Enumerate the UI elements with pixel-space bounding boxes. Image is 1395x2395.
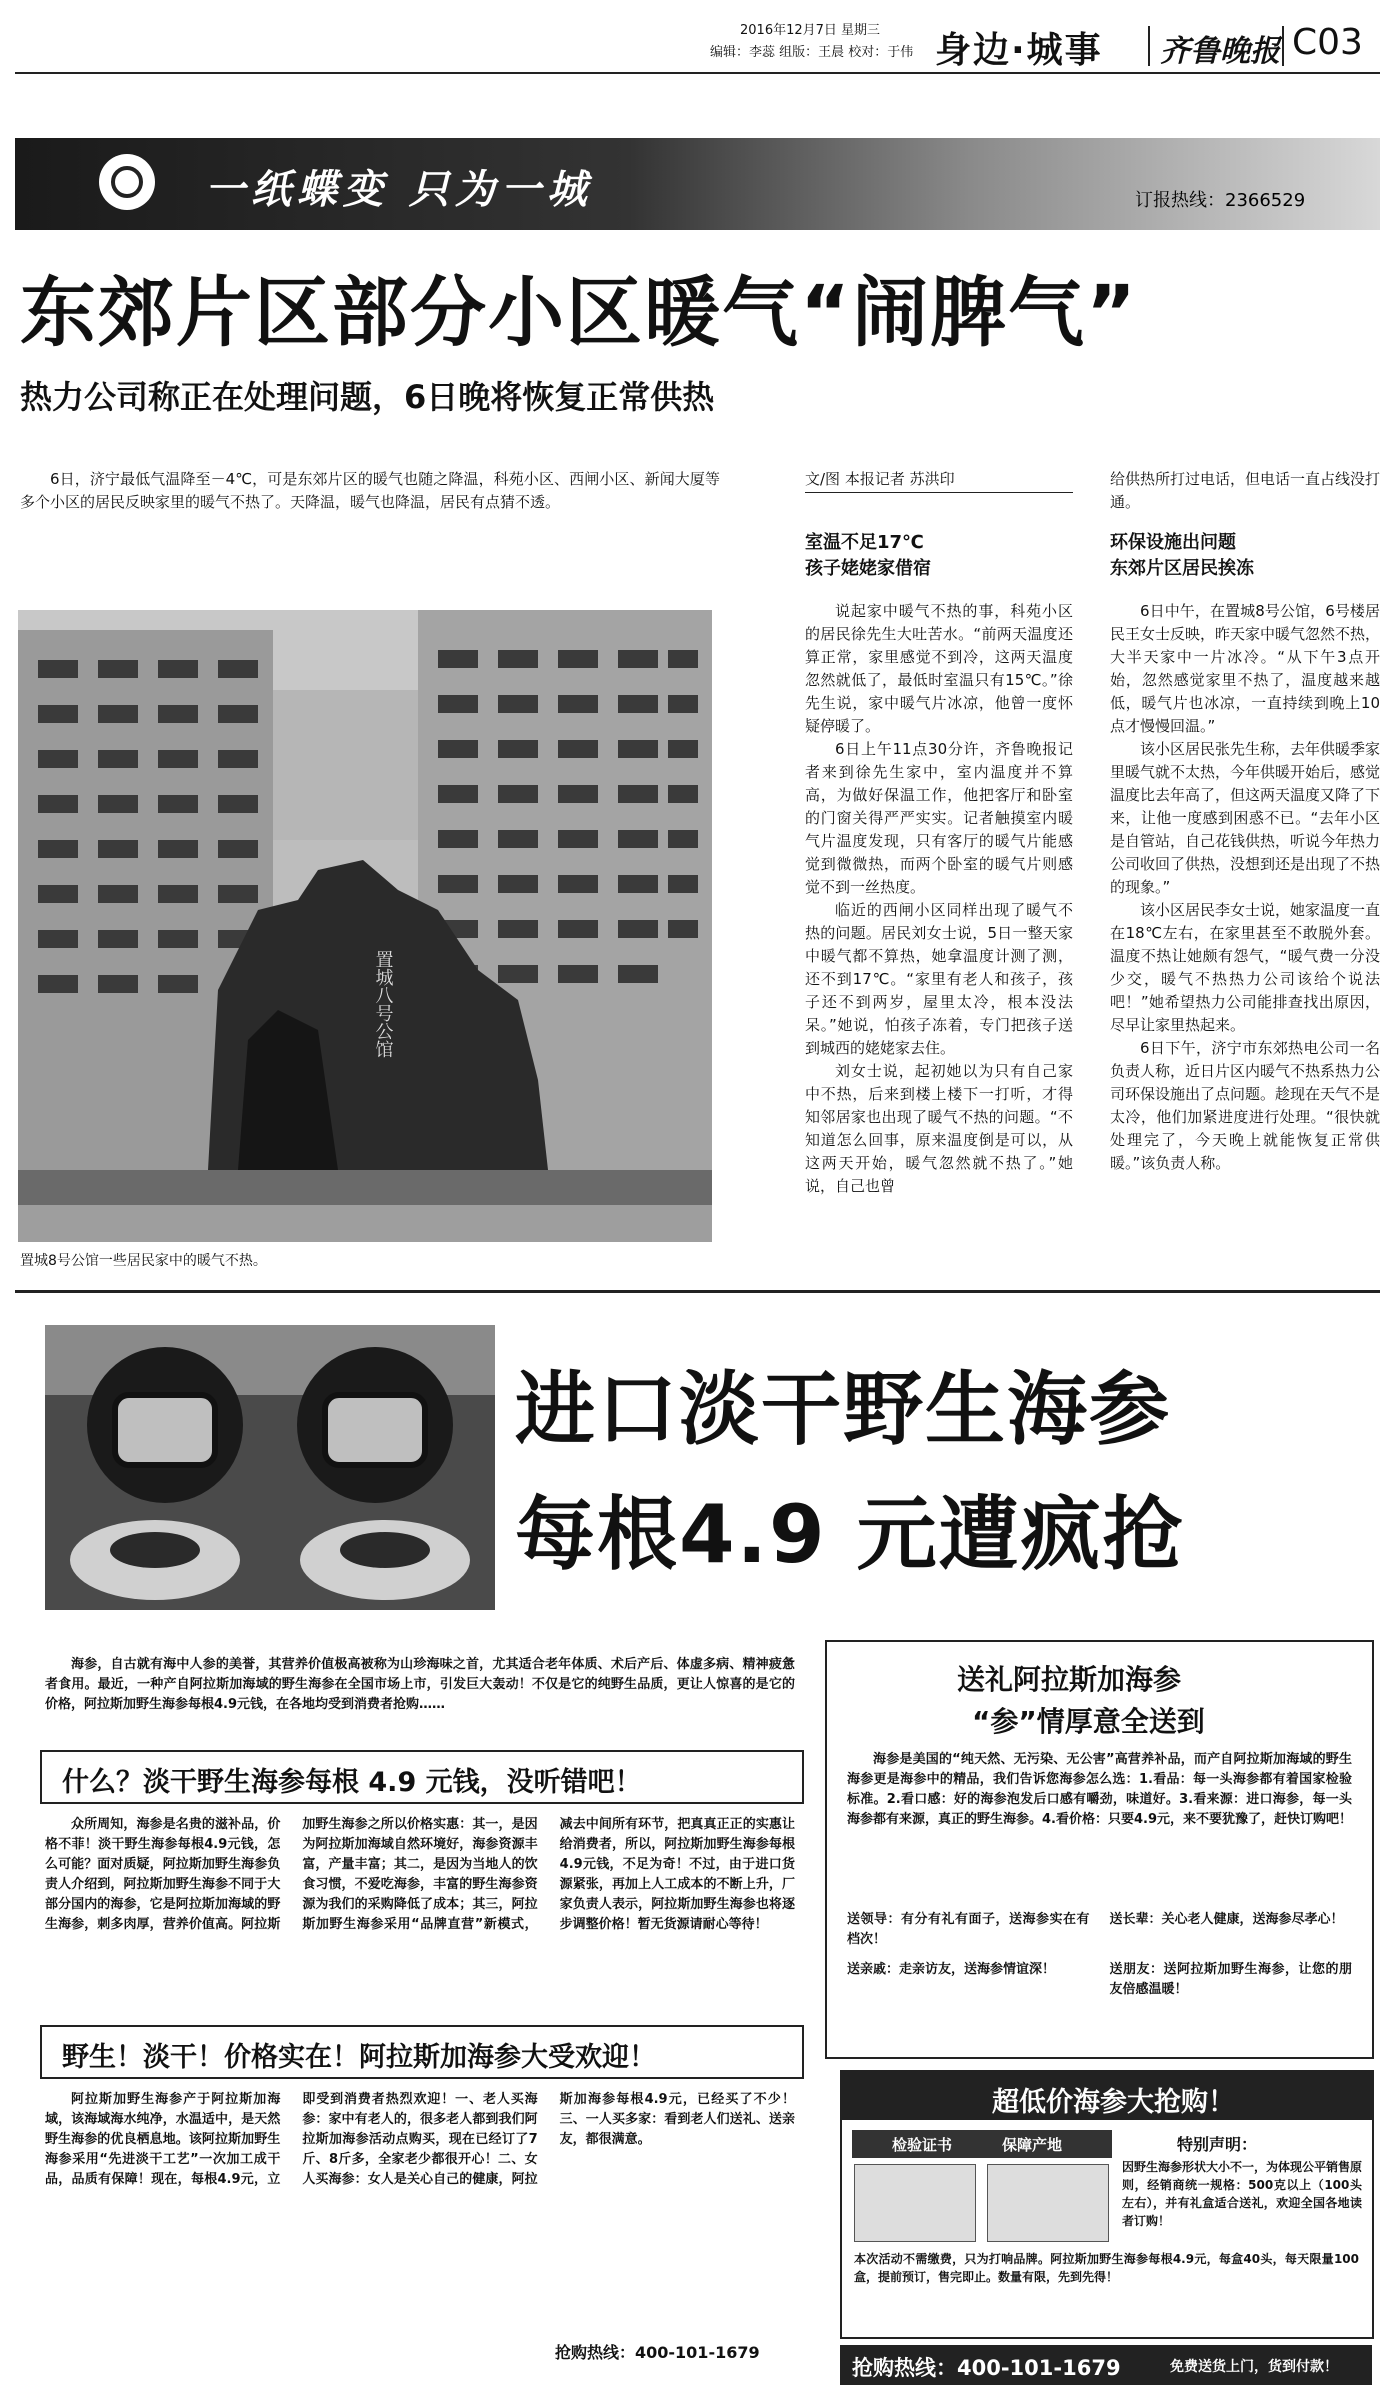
cert-image-1: [854, 2164, 976, 2242]
ad-promo-panel: [840, 2070, 1374, 2339]
ad-intro: 海参，自古就有海中人参的美誉，其营养价值极高被称为山珍海味之首，尤其适合老年体质、术后产后、体虚多病、精神疲惫者食用。最近，一种产自阿拉斯加海域的野生海参在全国市场上市，引发巨大轰动！不仅是它的纯野生品质，更让人惊喜的是它的价格，阿拉斯加野生海参每根4.9元钱，在各地均受到消费者抢购……: [45, 1657, 795, 1712]
byline: 文/图 本报记者 苏洪印: [805, 470, 955, 488]
photo-sign-text: 置城八号公馆: [372, 950, 394, 1058]
slogan-banner: [15, 138, 1380, 230]
ad-gift-panel: [825, 1640, 1374, 2059]
gift-title-1: 送礼阿拉斯加海参: [957, 1663, 1182, 1696]
byline-rule: [805, 492, 1073, 493]
ad-divers-photo: [45, 1325, 495, 1610]
gift-bullet-4: 送朋友：送阿拉斯加野生海参，让您的朋友倍感温暖！: [1109, 1962, 1352, 1997]
article-photo: [18, 610, 712, 1242]
section1-title-1: 室温不足17℃: [805, 532, 924, 553]
paper-logo: 齐鲁晚报: [1160, 34, 1280, 69]
date-line: 2016年12月7日 星期三: [740, 23, 881, 38]
hotline: 订报热线：2366529: [1135, 190, 1306, 211]
section2-title-1: 环保设施出问题: [1110, 532, 1236, 553]
article-column-1: [805, 600, 1073, 1198]
ad-popular-box: [40, 2025, 804, 2079]
gift-text: 海参是美国的“纯天然、无污染、无公害”高营养补品，而产自阿拉斯加海域的野生海参更是海参中的精品，我们告诉您海参怎么选：1.看品：每一头海参都有着国家检验标准。2.看口感：好的海参泡发后口感有嚼劲，味道好。3.看来源：进口海参，每一头海参都有来源，真正的野生海参。4.看价格：只要4.9元，来不要犹豫了，赶快订购吧！: [847, 1752, 1353, 1827]
page-number: C03: [1292, 22, 1363, 63]
gift-bullet-1: 送领导：有分有礼有面子，送海参实在有档次！: [847, 1912, 1090, 1947]
col2-paragraph-0: 给供热所打过电话，但电话一直占线没打通。: [1110, 470, 1381, 511]
article-column-2: [1110, 600, 1380, 1175]
banner-slogan: 一纸蝶变 只为一城: [205, 166, 593, 213]
col1-paragraph-2: 6日上午11点30分许，齐鲁晚报记者来到徐先生家中，室内温度并不算高，为做好保温工作，他把客厅和卧室的门窗关得严严实实。记者触摸室内暖气片温度发现，只有客厅的暖气片能感觉到微微热，而两个卧室的暖气片则感觉不到一丝热度。: [805, 740, 1073, 896]
bottom-hotline: 抢购热线：400-101-1679: [852, 2356, 1121, 2380]
promo-text: 本次活动不需缴费，只为打响品牌。阿拉斯加野生海参每根4.9元，每盒40头，每天限量100盒，提前预订，售完即止。数量有限，先到先得！: [854, 2252, 1359, 2284]
banner-logo-inner: [111, 166, 143, 198]
section2-title-2: 东郊片区居民挨冻: [1110, 558, 1254, 579]
masthead-divider: [1148, 26, 1150, 66]
col1-paragraph-1: 说起家中暖气不热的事，科苑小区的居民徐先生大吐苦水。“前两天温度还算正常，家里感觉不到冷，这两天温度忽然就低了，最低时室温只有15℃。”徐先生说，家中暖气片冰凉，他曾一度怀疑停暖了。: [805, 602, 1073, 735]
gift-bullet-3: 送亲戚：走亲访友，送海参情谊深！: [847, 1962, 1056, 1977]
editors-line: 编辑：李蕊 组版：王晨 校对：于伟: [710, 45, 914, 60]
bottom-hotline-bar: [840, 2345, 1372, 2385]
promo-bar: [842, 2072, 1372, 2120]
cert-image-2: [987, 2164, 1109, 2242]
col1-paragraph-3: 临近的西闸小区同样出现了暖气不热的问题。居民刘女士说，5日一整天家中暖气都不算热，她拿温度计测了测，还不到17℃。“家里有老人和孩子，孩子还不到两岁，屋里太冷，根本没法呆。”她说，怕孩子冻着，专门把孩子送到城西的姥姥家去住。: [805, 901, 1073, 1057]
col2-paragraph-4: 6日下午，济宁市东郊热电公司一名负责人称，近日片区内暖气不热系热力公司环保设施出了点问题。趁现在天气不是太冷，他们加紧进度进行处理。“很快就处理完了，今天晚上就能恢复正常供暖。”该负责人称。: [1110, 1039, 1381, 1172]
bottom-note: 免费送货上门，货到付款！: [1170, 2359, 1338, 2375]
article-headline: 东郊片区部分小区暖气“闹脾气”: [20, 268, 1138, 357]
ad-headline-2: 每根4.9 元遭疯抢: [515, 1488, 1185, 1581]
ad-question-text: 众所周知，海参是名贵的滋补品，价格不菲！淡干野生海参每根4.9元钱，怎么可能？面对质疑，阿拉斯加野生海参负责人介绍到，阿拉斯加野生海参不同于大部分国内的海参，它是阿拉斯加海域的野生海参，刺多肉厚，营养价值高。阿拉斯加野生海参之所以价格实惠：其一，是因为阿拉斯加海域自然环境好，海参资源丰富，产量丰富；其二，是因为当地人的饮食习惯，不爱吃海参，丰富的野生海参资源为我们的采购降低了成本；其三，阿拉斯加野生海参采用“品牌直营”新模式，减去中间所有环节，把真真正正的实惠让给消费者，所以，阿拉斯加野生海参每根4.9元钱，不足为奇！不过，由于进口货源紧张，再加上人工成本的不断上升，厂家负责人表示，阿拉斯加野生海参也将逐步调整价格！暂无货源请耐心等待！: [45, 1817, 795, 1932]
col2-paragraph-2: 该小区居民张先生称，去年供暖季家里暖气就不太热，今年供暖开始后，感觉温度比去年高了，但这两天温度又降了下来，让他一度感到困惑不已。“去年小区是自管站，自己花钱供热，听说今年热力公司收回了供热，没想到还是出现了不热的现象。”: [1110, 740, 1381, 896]
section-title: 身边·城事: [935, 30, 1103, 71]
ad-popular-hotline: 抢购热线：400-101-1679: [555, 2343, 760, 2362]
notice-title: 特别声明：: [1177, 2135, 1258, 2154]
photo-illustration: [18, 610, 712, 1242]
banner-logo: [99, 154, 155, 210]
promo-title: 超低价海参大抢购！: [992, 2087, 1235, 2118]
gift-title-2: “参”情厚意全送到: [972, 1705, 1205, 1738]
masthead-divider-2: [1282, 26, 1284, 66]
photo-caption: 置城8号公馆一些居民家中的暖气不热。: [20, 1253, 267, 1269]
ad-question-box: [40, 1750, 804, 1804]
section1-title-2: 孩子姥姥家借宿: [805, 558, 931, 579]
gift-bullet-2: 送长辈：关心老人健康，送海参尽孝心！: [1109, 1912, 1344, 1927]
col1-paragraph-4: 刘女士说，起初她以为只有自己家中不热，后来到楼上楼下一打听，才得知邻居家也出现了暖气不热的问题。“不知道怎么回事，原来温度倒是可以，从这两天开始，暖气忽然就不热了。”她说，自己也曾: [805, 1062, 1073, 1195]
article-subheadline: 热力公司称正在处理问题，6日晚将恢复正常供热: [20, 378, 715, 416]
ad-top-rule: [15, 1290, 1380, 1293]
cert-label-2: 保障产地: [1002, 2136, 1063, 2154]
cert-label-bar: [852, 2130, 1112, 2158]
notice-text: 因野生海参形状大小不一，为体现公平销售原则，经销商统一规格：500克以上（100头左右），并有礼盒适合送礼，欢迎全国各地读者订购！: [1122, 2160, 1363, 2228]
cert-label-1: 检验证书: [892, 2136, 953, 2154]
ad-headline-1: 进口淡干野生海参: [515, 1363, 1171, 1456]
lead-text: 6日，济宁最低气温降至－4℃，可是东郊片区的暖气也随之降温，科苑小区、西闸小区、新闻大厦等多个小区的居民反映家里的暖气不热了。天降温，暖气也降温，居民有点猜不透。: [20, 470, 720, 511]
col2-paragraph-1: 6日中午，在置城8号公馆，6号楼居民王女士反映，昨天家中暖气忽然不热，大半天家中一片冰冷。“从下午3点开始，忽然感觉家里不热了，温度越来越低，暖气片也冰凉，一直持续到晚上10点才慢慢回温。”: [1110, 602, 1381, 735]
ad-question-title: 什么？淡干野生海参每根 4.9 元钱，没听错吧！: [62, 1767, 642, 1798]
ad-popular-title: 野生！淡干！价格实在！阿拉斯加海参大受欢迎！: [62, 2042, 656, 2073]
col2-paragraph-3: 该小区居民李女士说，她家温度一直在18℃左右，在家里甚至不敢脱外套。温度不热让她颇有怨气，“暖气费一分没少交，暖气不热热力公司该给个说法吧！”她希望热力公司能排查找出原因，尽早让家里热起来。: [1110, 901, 1381, 1034]
top-rule: [15, 72, 1380, 74]
divers-illustration: [45, 1325, 495, 1610]
ad-popular-text: 阿拉斯加野生海参产于阿拉斯加海域，该海域海水纯净，水温适中，是天然野生海参的优良栖息地。该阿拉斯加野生海参采用“先进淡干工艺”一次加工成干品，品质有保障！现在，每根4.9元，立即受到消费者热烈欢迎！一、老人买海参：家中有老人的，很多老人都到我们阿拉斯加海参活动点购买，现在已经订了7斤、8斤多，全家老少都很开心！二、女人买海参：女人是关心自己的健康，阿拉斯加海参每根4.9元，已经买了不少！三、一人买多家：看到老人们送礼、送亲友，都很满意。: [45, 2092, 795, 2187]
article-lead: [20, 468, 720, 514]
gift-bullets: [847, 1910, 1352, 2000]
